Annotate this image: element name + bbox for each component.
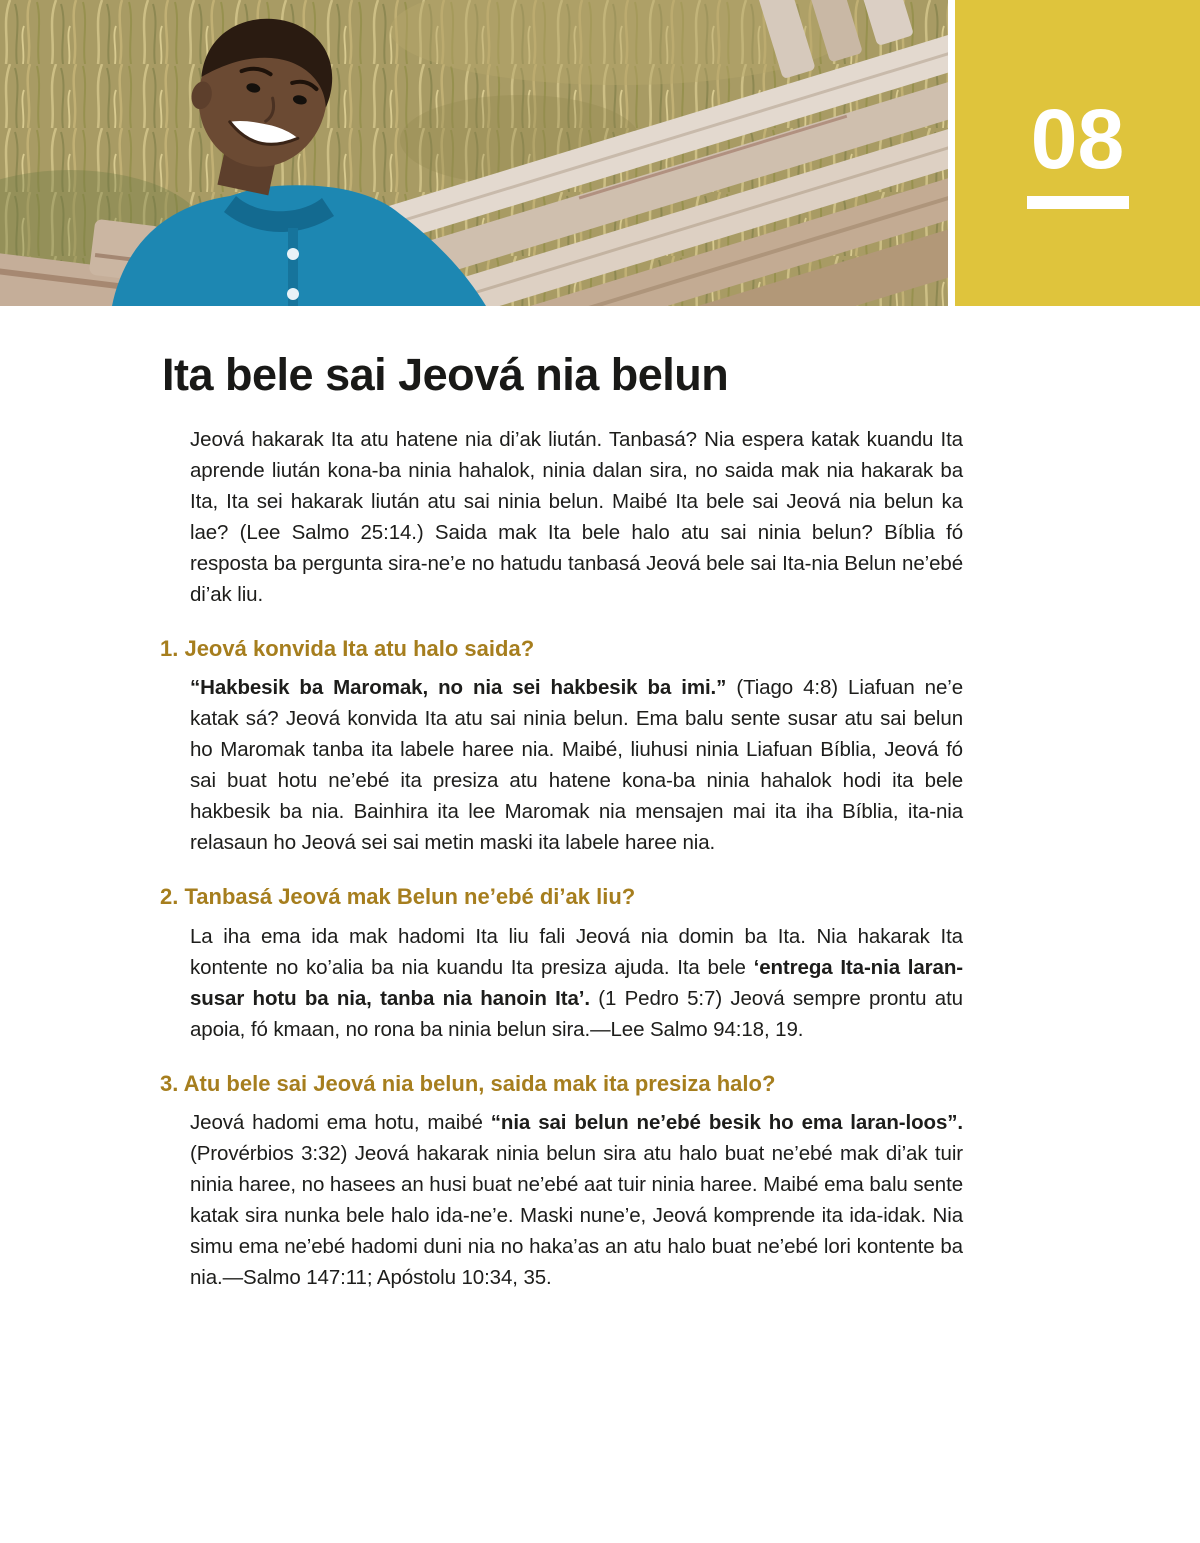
section-2-heading: 2. Tanbasá Jeová mak Belun ne’ebé di’ak liu? xyxy=(160,884,636,910)
intro-paragraph: Jeová hakarak Ita atu hatene nia di’ak liután. Tanbasá? Nia espera katak kuandu Ita aprende liután kona-ba ninia hahalok, ninia dalan sira, no saida mak nia hakarak ba Ita, Ita sei hakarak liután atu sai ninia belun. Maibé Ita bele sai Jeová nia belun ka lae? (Lee Salmo 25:14.) Saida mak Ita bele halo atu sai ninia belun? Bíblia fó resposta ba pergunta sira-ne’e no hatudu tanbasá Jeová bele sai Ita-nia Belun ne’ebé di’ak liu. xyxy=(190,427,963,606)
header-photo xyxy=(0,0,948,306)
chapter-number: 08 xyxy=(1030,92,1125,186)
photo-illustration xyxy=(0,0,948,306)
section-1-heading: 1. Jeová konvida Ita atu halo saida? xyxy=(160,635,535,661)
article-title: Ita bele sai Jeová nia belun xyxy=(162,349,729,400)
section-2-paragraph: La iha ema ida mak hadomi Ita liu fali Jeová nia domin ba Ita. Nia hakarak Ita kontente no ko’alia ba nia kuandu Ita presiza ajuda. Ita bele ‘entrega Ita-nia laran-susar hotu ba nia, tanba nia hanoin Ita’. (1 Pedro 5:7) Jeová sempre prontu atu apoia, fó kmaan, no rona ba ninia belun sira.—Lee Salmo 94:18, 19. xyxy=(190,924,963,1041)
header xyxy=(0,0,1200,306)
article xyxy=(0,350,1200,1293)
section-1 xyxy=(160,635,963,859)
section-2 xyxy=(160,883,963,1045)
chapter-underline xyxy=(1027,196,1129,209)
section-3-paragraph: Jeová hadomi ema hotu, maibé “nia sai belun ne’ebé besik ho ema laran-loos”. (Provérbios 3:32) Jeová hakarak ninia belun sira atu halo buat ne’ebé mak di’ak tuir ninia haree, no hasees an husi buat ne’ebé aat tuir ninia haree. Maibé ema balu sente katak sira nunka bele halo ida-ne’e. Maski nune’e, Jeová komprende ita ida-idak. Nia simu ema ne’ebé hadomi duni nia no haka’as an atu halo buat ne’ebé lori kontente ba nia.—Salmo 147:11; Apóstolu 10:34, 35. xyxy=(190,1111,963,1290)
section-3 xyxy=(160,1070,963,1294)
section-1-paragraph: “Hakbesik ba Maromak, no nia sei hakbesik ba imi.” (Tiago 4:8) Liafuan ne’e katak sá? Jeová konvida Ita atu sai ninia belun. Ema balu sente susar atu sai belun ho Maromak tanba ita labele haree nia. Maibé, liuhusi ninia Liafuan Bíblia, Jeová fó sai buat hotu ne’ebé ita presiza atu hatene kona-ba ninia hahalok hodi ita bele hakbesik ba nia. Bainhira ita lee Maromak nia mensajen mai ita iha Bíblia, ita-nia relasaun ho Jeová sei sai metin maski ita labele haree nia. xyxy=(190,676,963,855)
section-3-heading: 3. Atu bele sai Jeová nia belun, saida mak ita presiza halo? xyxy=(160,1070,776,1096)
header-gap xyxy=(948,0,955,306)
chapter-number-block xyxy=(955,0,1200,306)
